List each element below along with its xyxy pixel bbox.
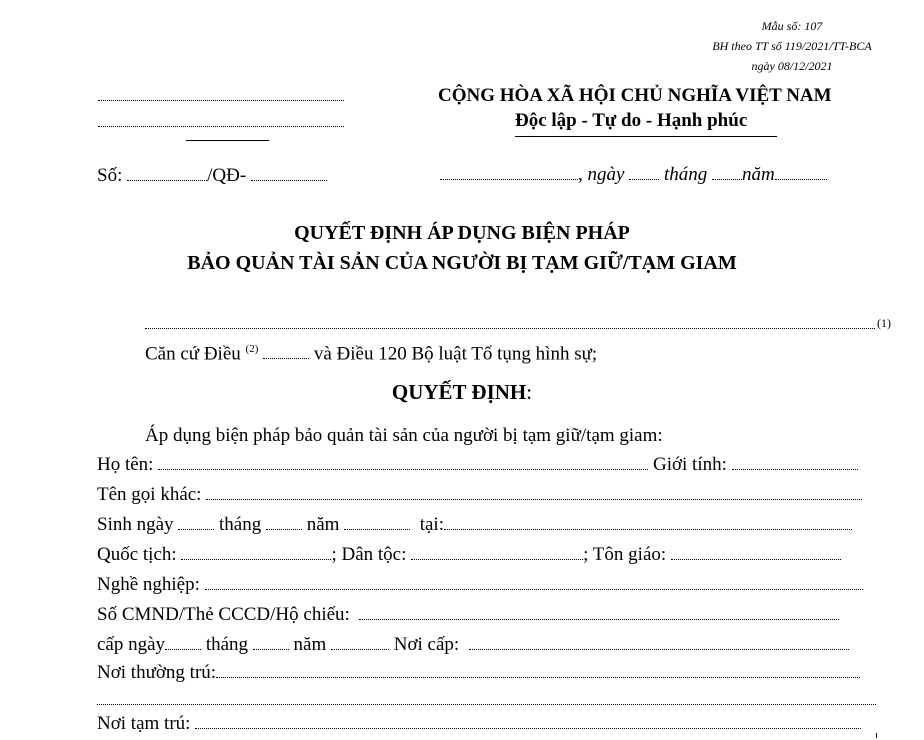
birth-year-field[interactable]: [344, 528, 410, 530]
agency-name-field[interactable]: [98, 100, 344, 101]
religion-field[interactable]: [671, 558, 841, 560]
birth-day-field[interactable]: [178, 528, 214, 530]
noi-cap-label: Nơi cấp:: [393, 634, 460, 655]
agency-unit-field[interactable]: [98, 126, 344, 127]
motto-underline: [515, 136, 777, 137]
place-date-row: [440, 164, 827, 186]
decision-number-field[interactable]: [127, 179, 207, 181]
dan-toc-label: ; Dân tộc:: [331, 544, 407, 565]
issue-nam-label: năm: [293, 634, 327, 655]
birth-month-field[interactable]: [266, 528, 302, 530]
text-cursor-mark: [876, 733, 877, 738]
id-number-field[interactable]: [359, 618, 839, 620]
form-issue-date: ngày 08/12/2021: [751, 59, 833, 73]
nam-label: năm: [741, 164, 775, 185]
row-id-issue: [97, 634, 849, 656]
tai-label: tại:: [419, 514, 444, 535]
thang-label: tháng: [663, 164, 708, 185]
row-alias: [97, 484, 862, 506]
birth-nam-label: năm: [306, 514, 340, 535]
issuing-authority-field[interactable]: [145, 328, 875, 329]
place-field[interactable]: [440, 178, 578, 180]
row-id: [97, 604, 839, 626]
basis-prefix: Căn cứ Điều: [145, 343, 241, 365]
apply-text: Áp dụng biện pháp bảo quản tài sản của người bị tạm giữ/tạm giam:: [145, 425, 663, 446]
cap-ngay-label: cấp ngày: [97, 634, 166, 655]
noi-thuong-tru-label: Nơi thường trú:: [97, 662, 217, 683]
decision-heading-text: QUYẾT ĐỊNH: [391, 380, 527, 404]
issue-place-field[interactable]: [469, 648, 849, 650]
ton-giao-label: ; Tôn giáo:: [583, 544, 667, 565]
noi-tam-tru-label: Nơi tạm trú:: [97, 713, 191, 734]
day-field[interactable]: [629, 178, 659, 180]
month-field[interactable]: [712, 178, 742, 180]
quoc-tich-label: Quốc tịch:: [97, 544, 177, 565]
document-title-line2: BẢO QUẢN TÀI SẢN CỦA NGƯỜI BỊ TẠM GIỮ/TẠM GIAM: [187, 252, 737, 274]
ethnicity-field[interactable]: [411, 558, 583, 560]
decision-code-field[interactable]: [251, 179, 327, 181]
ngay-label: ngày: [587, 164, 625, 185]
basis-suffix: và Điều 120 Bộ luật Tố tụng hình sự;: [313, 343, 598, 365]
row-occupation: [97, 574, 863, 596]
decision-heading-colon: :: [526, 380, 533, 404]
row-permanent-address: [97, 662, 860, 684]
so-label: Số:: [97, 165, 123, 186]
nation-title: CỘNG HÒA XÃ HỘI CHỦ NGHĨA VIỆT NAM: [438, 85, 832, 106]
issue-month-field[interactable]: [253, 648, 289, 650]
agency-underline: [186, 140, 269, 141]
qd-label: /QĐ-: [207, 165, 247, 186]
permanent-address-field[interactable]: [216, 676, 860, 678]
issue-thang-label: tháng: [205, 634, 249, 655]
ho-ten-label: Họ tên:: [97, 454, 154, 475]
nghe-nghiep-label: Nghề nghiệp:: [97, 574, 200, 595]
temporary-address-field[interactable]: [195, 727, 861, 729]
form-reference: [660, 16, 924, 76]
document-title-line1: QUYẾT ĐỊNH ÁP DỤNG BIỆN PHÁP: [294, 222, 630, 244]
row-nationality: [97, 544, 841, 566]
legal-basis: [145, 343, 597, 365]
form-issued-by: BH theo TT số 119/2021/TT-BCA: [712, 39, 872, 53]
form-number: Mẫu số: 107: [761, 19, 823, 33]
issue-year-field[interactable]: [331, 648, 389, 650]
gioi-tinh-label: Giới tính:: [652, 454, 727, 475]
year-field[interactable]: [775, 178, 827, 180]
row-birth: [97, 514, 852, 536]
row-temporary-address: [97, 713, 861, 735]
alias-field[interactable]: [206, 498, 862, 500]
nationality-field[interactable]: [181, 558, 331, 560]
comma: ,: [578, 164, 583, 185]
motto: Độc lập - Tự do - Hạnh phúc: [515, 110, 748, 131]
full-name-field[interactable]: [158, 468, 648, 470]
footnote-2: (2): [245, 343, 259, 355]
decision-heading: [0, 380, 924, 405]
birth-thang-label: tháng: [219, 514, 262, 535]
footnote-1: (1): [877, 316, 891, 330]
issue-day-field[interactable]: [165, 648, 201, 650]
gender-field[interactable]: [732, 468, 858, 470]
cmnd-label: Số CMND/Thẻ CCCD/Hộ chiếu:: [97, 604, 350, 625]
row-name: [97, 454, 858, 476]
birth-place-field[interactable]: [444, 528, 852, 530]
decision-number-row: [97, 165, 327, 187]
permanent-address-field-line2[interactable]: [97, 704, 876, 705]
ten-goi-khac-label: Tên gọi khác:: [97, 484, 202, 505]
article-field[interactable]: [263, 357, 309, 359]
occupation-field[interactable]: [205, 588, 863, 590]
sinh-ngay-label: Sinh ngày: [97, 514, 174, 535]
